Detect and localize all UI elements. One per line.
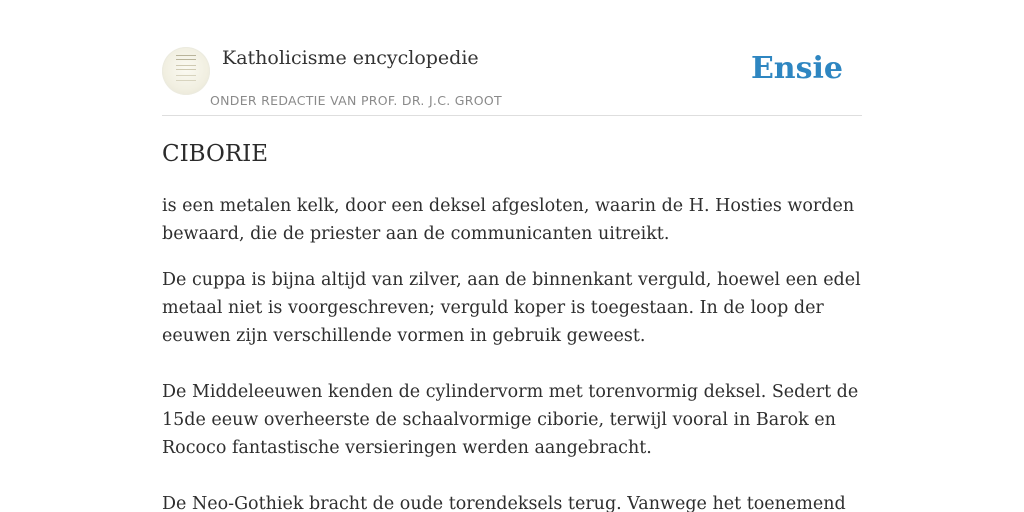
article-paragraph: De Neo-Gothiek bracht de oude torendeksels terug. Vanwege het toenemend	[162, 494, 846, 512]
book-cover-icon[interactable]	[162, 47, 210, 95]
site-header	[162, 0, 862, 116]
article-paragraph: De cuppa is bijna altijd van zilver, aan de binnenkant verguld, hoewel een edel metaal niet is voorgeschreven; verguld koper is toegestaan. In de loop der eeuwen zijn verschillende vormen in gebruik geweest.	[162, 270, 861, 346]
page-container	[162, 0, 862, 512]
article-paragraph: is een metalen kelk, door een deksel afgesloten, waarin de H. Hosties worden bewaard, die de priester aan de communicanten uitreikt.	[162, 196, 855, 244]
article-body	[162, 192, 862, 512]
site-title[interactable]: Katholicisme encyclopedie	[222, 47, 479, 69]
article-title: CIBORIE	[162, 141, 269, 167]
brand-logo[interactable]: Ensie	[750, 51, 843, 86]
site-subtitle: ONDER REDACTIE VAN PROF. DR. J.C. GROOT	[210, 93, 502, 108]
article-paragraph: De Middeleeuwen kenden de cylindervorm met torenvormig deksel. Sedert de 15de eeuw overheerste de schaalvormige ciborie, terwijl vooral in Barok en Rococo fantastische versieringen werden aangebracht.	[162, 382, 859, 458]
